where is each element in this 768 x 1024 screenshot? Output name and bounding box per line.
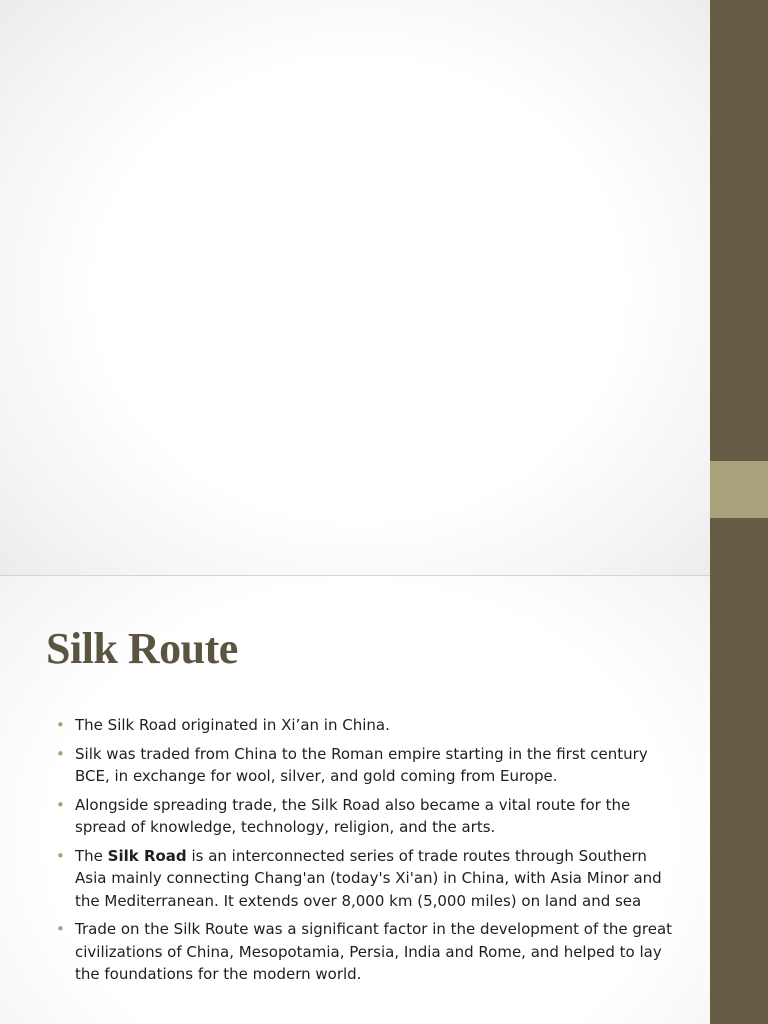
bullet-text-lead: The bbox=[75, 846, 108, 865]
bullet-icon: • bbox=[56, 744, 65, 763]
right-bar-accent bbox=[710, 461, 768, 518]
slide-title: Silk Route bbox=[46, 624, 238, 673]
bullet-item bbox=[56, 714, 676, 737]
bullet-icon: • bbox=[56, 795, 65, 814]
bullet-text-bold: Silk Road bbox=[107, 846, 187, 865]
bullet-text: The Silk Road originated in Xi’an in China. bbox=[75, 716, 390, 734]
bullet-item bbox=[56, 794, 676, 839]
bullet-icon: • bbox=[56, 716, 65, 734]
bullet-text-rest: is an interconnected series of trade routes through Southern Asia mainly connecting Chang'an (today's Xi'an) in China, with Asia Minor and the Mediterranean. It extends over 8,000 km (5,000 miles) on land and sea bbox=[75, 846, 662, 910]
bullet-icon: • bbox=[56, 846, 65, 865]
bullet-item bbox=[56, 743, 676, 788]
bullet-item bbox=[56, 918, 676, 986]
bullet-text: Trade on the Silk Route was a significant factor in the development of the great civilizations of China, Mesopotamia, Persia, India and Rome, and helped to lay the foundations for the modern world. bbox=[75, 920, 673, 983]
bullet-text: Alongside spreading trade, the Silk Road also became a vital route for the spread of knowledge, technology, religion, and the arts. bbox=[75, 795, 631, 836]
bullet-icon: • bbox=[56, 920, 65, 938]
bullet-text: Silk was traded from China to the Roman empire starting in the first century BCE, in exchange for wool, silver, and gold coming from Europe. bbox=[75, 744, 648, 785]
bullet-item bbox=[56, 845, 676, 913]
bullet-list bbox=[56, 714, 676, 992]
